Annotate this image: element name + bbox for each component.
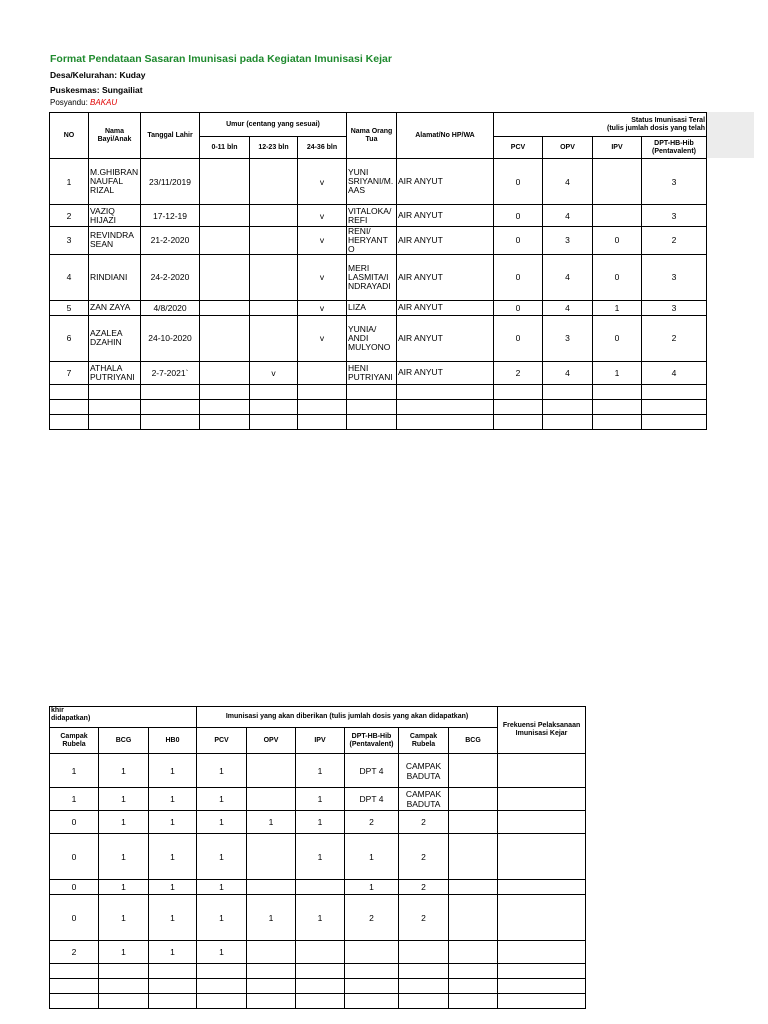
cell-dpt: 3 (642, 254, 707, 300)
cell-dpt (642, 384, 707, 399)
cell-ipv (296, 994, 345, 1009)
cell-dpt (345, 979, 399, 994)
immunization-plan-table (49, 706, 586, 1009)
cell-nama: REVINDRA SEAN (89, 227, 141, 255)
cell-u1 (200, 227, 250, 255)
cell-nama: ZAN ZAYA (89, 300, 141, 315)
header-nama: Nama Bayi/Anak (89, 113, 141, 159)
cell-bcg: 1 (99, 895, 149, 941)
cell-bcg2 (449, 754, 498, 788)
cell-dpt (642, 414, 707, 429)
cell-freq (498, 754, 586, 788)
cell-bcg: 1 (99, 754, 149, 788)
cell-tgl (141, 399, 200, 414)
cell-campak2: CAMPAK BADUTA (399, 754, 449, 788)
cell-no: 4 (50, 254, 89, 300)
cell-dpt: DPT 4 (345, 788, 399, 811)
cell-ipv (296, 979, 345, 994)
cell-bcg (99, 994, 149, 1009)
cell-u3: v (298, 159, 347, 205)
cell-u3 (298, 414, 347, 429)
cell-bcg2 (449, 880, 498, 895)
cell-nama: M.GHIBRAN NAUFAL RIZAL (89, 159, 141, 205)
header-prev-line1: khir (51, 707, 64, 714)
document-title: Format Pendataan Sasaran Imunisasi pada Kegiatan Imunisasi Kejar (50, 53, 392, 65)
cell-freq (498, 964, 586, 979)
cell-ipv (593, 384, 642, 399)
cell-u1 (200, 384, 250, 399)
cell-opv (247, 754, 296, 788)
cell-u3: v (298, 254, 347, 300)
cell-u1 (200, 399, 250, 414)
cell-ortu: LIZA (347, 300, 397, 315)
cell-no: 5 (50, 300, 89, 315)
cell-opv: 4 (543, 254, 593, 300)
cell-pcv: 1 (197, 941, 247, 964)
cell-no: 6 (50, 315, 89, 361)
cell-pcv: 0 (494, 205, 543, 227)
cell-opv: 1 (247, 811, 296, 834)
cell-u3: v (298, 300, 347, 315)
cell-campak2 (399, 964, 449, 979)
cell-alamat (397, 414, 494, 429)
cell-freq (498, 788, 586, 811)
cell-alamat (397, 384, 494, 399)
cell-bcg2 (449, 941, 498, 964)
cell-nama (89, 399, 141, 414)
header-opv: OPV (543, 137, 593, 159)
cell-campak: 1 (50, 788, 99, 811)
header-prev-line2: didapatkan) (51, 714, 91, 722)
table-row (50, 159, 707, 205)
cell-pcv: 1 (197, 754, 247, 788)
cell-tgl: 4/8/2020 (141, 300, 200, 315)
cell-dpt: 2 (345, 811, 399, 834)
cell-tgl: 23/11/2019 (141, 159, 200, 205)
header-prev-status (50, 707, 197, 728)
cell-opv (543, 384, 593, 399)
cell-ipv: 1 (296, 811, 345, 834)
cell-opv (247, 834, 296, 880)
cell-bcg2 (449, 964, 498, 979)
cell-freq (498, 811, 586, 834)
cell-opv: 3 (543, 315, 593, 361)
header-campak: Campak Rubela (50, 728, 99, 754)
cell-nama (89, 384, 141, 399)
cell-bcg: 1 (99, 834, 149, 880)
cell-hb0: 1 (149, 941, 197, 964)
cell-ortu: MERI LASMITA/I NDRAYADI (347, 254, 397, 300)
table-row (50, 895, 586, 941)
cell-ipv (593, 414, 642, 429)
cell-u3 (298, 384, 347, 399)
cell-no: 1 (50, 159, 89, 205)
header-status (494, 113, 707, 137)
cell-ipv: 1 (296, 834, 345, 880)
cell-u3: v (298, 227, 347, 255)
cell-ipv (593, 399, 642, 414)
cell-u3: v (298, 205, 347, 227)
cell-opv (247, 979, 296, 994)
cell-freq (498, 979, 586, 994)
header-u3: 24-36 bln (298, 137, 347, 159)
cell-ipv: 1 (296, 754, 345, 788)
cell-dpt: 2 (642, 227, 707, 255)
cell-ipv: 1 (296, 895, 345, 941)
cell-u1 (200, 315, 250, 361)
cell-pcv (494, 414, 543, 429)
cell-dpt: 2 (642, 315, 707, 361)
cell-ipv: 1 (296, 788, 345, 811)
cell-no (50, 414, 89, 429)
cell-opv: 3 (543, 227, 593, 255)
cell-pcv: 1 (197, 834, 247, 880)
cell-opv (247, 941, 296, 964)
cell-u1 (200, 254, 250, 300)
table-row (50, 979, 586, 994)
cell-campak2: 2 (399, 895, 449, 941)
cell-u2 (250, 414, 298, 429)
cell-ortu (347, 414, 397, 429)
cell-pcv: 1 (197, 811, 247, 834)
cell-tgl (141, 414, 200, 429)
cell-freq (498, 880, 586, 895)
cell-ipv (593, 205, 642, 227)
cell-dpt: DPT 4 (345, 754, 399, 788)
table-row (50, 384, 707, 399)
cell-campak: 1 (50, 754, 99, 788)
cell-bcg: 1 (99, 941, 149, 964)
cell-hb0: 1 (149, 834, 197, 880)
cell-bcg (99, 979, 149, 994)
cell-no: 3 (50, 227, 89, 255)
cell-u1 (200, 300, 250, 315)
cell-tgl: 2-7-2021` (141, 361, 200, 384)
cell-u2 (250, 300, 298, 315)
cell-u2 (250, 227, 298, 255)
cell-bcg (99, 964, 149, 979)
cell-opv: 4 (543, 361, 593, 384)
cell-dpt (642, 399, 707, 414)
cell-campak2: 2 (399, 811, 449, 834)
cell-dpt: 3 (642, 300, 707, 315)
cell-ortu: YUNI SRIYANI/M. AAS (347, 159, 397, 205)
cell-campak2: CAMPAK BADUTA (399, 788, 449, 811)
cell-ipv: 1 (593, 361, 642, 384)
table-row (50, 399, 707, 414)
cell-u1 (200, 361, 250, 384)
cell-ortu: VITALOKA/ REFI (347, 205, 397, 227)
table-row (50, 414, 707, 429)
cell-nama: AZALEA DZAHIN (89, 315, 141, 361)
cell-campak2 (399, 994, 449, 1009)
header-orang-tua: Nama Orang Tua (347, 113, 397, 159)
cell-opv: 1 (247, 895, 296, 941)
cell-opv (247, 994, 296, 1009)
table-row (50, 205, 707, 227)
cell-bcg: 1 (99, 788, 149, 811)
cell-alamat (397, 399, 494, 414)
cell-opv (247, 880, 296, 895)
cell-campak: 0 (50, 834, 99, 880)
cell-campak (50, 979, 99, 994)
puskesmas-label: Puskesmas: Sungailiat (50, 85, 143, 95)
cell-alamat: AIR ANYUT (397, 315, 494, 361)
header-u1: 0-11 bln (200, 137, 250, 159)
cell-dpt: 1 (345, 880, 399, 895)
cell-bcg2 (449, 834, 498, 880)
cell-dpt: 3 (642, 159, 707, 205)
table-row (50, 788, 586, 811)
table-row (50, 941, 586, 964)
cell-pcv: 1 (197, 788, 247, 811)
cell-u2 (250, 384, 298, 399)
cell-campak: 0 (50, 895, 99, 941)
cell-campak2: 2 (399, 880, 449, 895)
table-row (50, 964, 586, 979)
cell-hb0: 1 (149, 788, 197, 811)
header-campak2: Campak Rubela (399, 728, 449, 754)
cell-bcg: 1 (99, 811, 149, 834)
cell-alamat: AIR ANYUT (397, 254, 494, 300)
cell-alamat: AIR ANYUT (397, 300, 494, 315)
cell-campak (50, 964, 99, 979)
header-status-line2: (tulis jumlah dosis yang telah (607, 124, 706, 132)
cell-ortu: RENI/ HERYANT O (347, 227, 397, 255)
cell-dpt: 2 (345, 895, 399, 941)
cell-bcg2 (449, 994, 498, 1009)
cell-u1 (200, 205, 250, 227)
table-row (50, 300, 707, 315)
cell-opv: 4 (543, 205, 593, 227)
cell-u1 (200, 414, 250, 429)
cell-nama (89, 414, 141, 429)
cell-tgl (141, 384, 200, 399)
cell-hb0: 1 (149, 754, 197, 788)
header-u2: 12-23 bln (250, 137, 298, 159)
cell-pcv (197, 979, 247, 994)
cell-ipv: 0 (593, 227, 642, 255)
cell-dpt: 3 (642, 205, 707, 227)
header-frekuensi: Frekuensi Pelaksanaan Imunisasi Kejar (498, 707, 586, 754)
header-umur: Umur (centang yang sesuai) (200, 113, 347, 137)
cell-opv (543, 414, 593, 429)
cell-tgl: 17-12-19 (141, 205, 200, 227)
posyandu-value: BAKAU (90, 98, 118, 107)
cell-no (50, 399, 89, 414)
cell-freq (498, 834, 586, 880)
cell-nama: ATHALA PUTRIYANI (89, 361, 141, 384)
cell-nama: RINDIANI (89, 254, 141, 300)
table-row (50, 880, 586, 895)
cell-no: 2 (50, 205, 89, 227)
header-tanggal: Tanggal Lahir (141, 113, 200, 159)
cell-pcv: 2 (494, 361, 543, 384)
table-row (50, 361, 707, 384)
cell-freq (498, 941, 586, 964)
cell-no (50, 384, 89, 399)
cell-u3: v (298, 315, 347, 361)
cell-pcv: 1 (197, 880, 247, 895)
cell-alamat: AIR ANYUT (397, 205, 494, 227)
header-bcg: BCG (99, 728, 149, 754)
desa-label: Desa/Kelurahan: Kuday (50, 70, 146, 80)
header-no: NO (50, 113, 89, 159)
cell-ortu (347, 399, 397, 414)
cell-u2 (250, 315, 298, 361)
cell-pcv (494, 384, 543, 399)
header-given: Imunisasi yang akan diberikan (tulis jumlah dosis yang akan didapatkan) (197, 707, 498, 728)
cell-bcg2 (449, 895, 498, 941)
cell-campak2 (399, 941, 449, 964)
table-row (50, 811, 586, 834)
cell-u2 (250, 399, 298, 414)
cell-ortu: YUNIA/ ANDI MULYONO (347, 315, 397, 361)
gray-overflow-area (706, 112, 754, 158)
header-ipv2: IPV (296, 728, 345, 754)
cell-dpt (345, 964, 399, 979)
cell-hb0 (149, 994, 197, 1009)
header-dpt: DPT-HB-Hib (Pentavalent) (642, 137, 707, 159)
header-bcg2: BCG (449, 728, 498, 754)
cell-ipv: 0 (593, 254, 642, 300)
cell-campak2 (399, 979, 449, 994)
cell-bcg: 1 (99, 880, 149, 895)
cell-opv (247, 964, 296, 979)
cell-pcv: 0 (494, 315, 543, 361)
cell-ortu (347, 384, 397, 399)
target-data-table (49, 112, 707, 430)
cell-alamat: AIR ANYUT (397, 361, 494, 384)
cell-pcv: 0 (494, 300, 543, 315)
cell-u2: v (250, 361, 298, 384)
cell-hb0: 1 (149, 895, 197, 941)
cell-pcv: 0 (494, 227, 543, 255)
cell-campak: 0 (50, 880, 99, 895)
cell-ipv (593, 159, 642, 205)
cell-ipv: 0 (593, 315, 642, 361)
cell-ipv (296, 880, 345, 895)
cell-u1 (200, 159, 250, 205)
cell-opv (543, 399, 593, 414)
cell-campak: 2 (50, 941, 99, 964)
posyandu-key: Posyandu: (50, 98, 91, 107)
cell-ipv (296, 964, 345, 979)
cell-tgl: 24-2-2020 (141, 254, 200, 300)
cell-bcg2 (449, 811, 498, 834)
cell-pcv: 0 (494, 159, 543, 205)
cell-pcv (197, 994, 247, 1009)
table-row (50, 994, 586, 1009)
cell-u2 (250, 254, 298, 300)
header-pcv: PCV (494, 137, 543, 159)
cell-bcg2 (449, 979, 498, 994)
cell-tgl: 24-10-2020 (141, 315, 200, 361)
cell-hb0 (149, 964, 197, 979)
cell-hb0: 1 (149, 811, 197, 834)
cell-alamat: AIR ANYUT (397, 159, 494, 205)
cell-dpt (345, 994, 399, 1009)
header-status-line1: Status Imunisasi Teral (631, 116, 706, 124)
cell-tgl: 21-2-2020 (141, 227, 200, 255)
cell-hb0 (149, 979, 197, 994)
header-hb0: HB0 (149, 728, 197, 754)
table-row (50, 227, 707, 255)
cell-no: 7 (50, 361, 89, 384)
header-ipv: IPV (593, 137, 642, 159)
cell-u3 (298, 361, 347, 384)
cell-dpt: 1 (345, 834, 399, 880)
cell-u2 (250, 205, 298, 227)
cell-opv (247, 788, 296, 811)
cell-pcv: 1 (197, 895, 247, 941)
cell-hb0: 1 (149, 880, 197, 895)
cell-u3 (298, 399, 347, 414)
cell-campak: 0 (50, 811, 99, 834)
cell-freq (498, 994, 586, 1009)
cell-dpt: 4 (642, 361, 707, 384)
header-pcv2: PCV (197, 728, 247, 754)
cell-ipv (296, 941, 345, 964)
cell-nama: VAZIQ HIJAZI (89, 205, 141, 227)
header-dpt2: DPT-HB-Hib (Pentavalent) (345, 728, 399, 754)
cell-freq (498, 895, 586, 941)
table-row (50, 315, 707, 361)
cell-pcv (197, 964, 247, 979)
cell-ipv: 1 (593, 300, 642, 315)
table-row (50, 254, 707, 300)
cell-opv: 4 (543, 159, 593, 205)
cell-bcg2 (449, 788, 498, 811)
header-opv2: OPV (247, 728, 296, 754)
cell-dpt (345, 941, 399, 964)
header-alamat: Alamat/No HP/WA (397, 113, 494, 159)
cell-pcv: 0 (494, 254, 543, 300)
cell-u2 (250, 159, 298, 205)
cell-ortu: HENI PUTRIYANI (347, 361, 397, 384)
posyandu-label (50, 98, 117, 107)
cell-alamat: AIR ANYUT (397, 227, 494, 255)
cell-opv: 4 (543, 300, 593, 315)
table-row (50, 754, 586, 788)
table-row (50, 834, 586, 880)
cell-campak2: 2 (399, 834, 449, 880)
cell-campak (50, 994, 99, 1009)
cell-pcv (494, 399, 543, 414)
